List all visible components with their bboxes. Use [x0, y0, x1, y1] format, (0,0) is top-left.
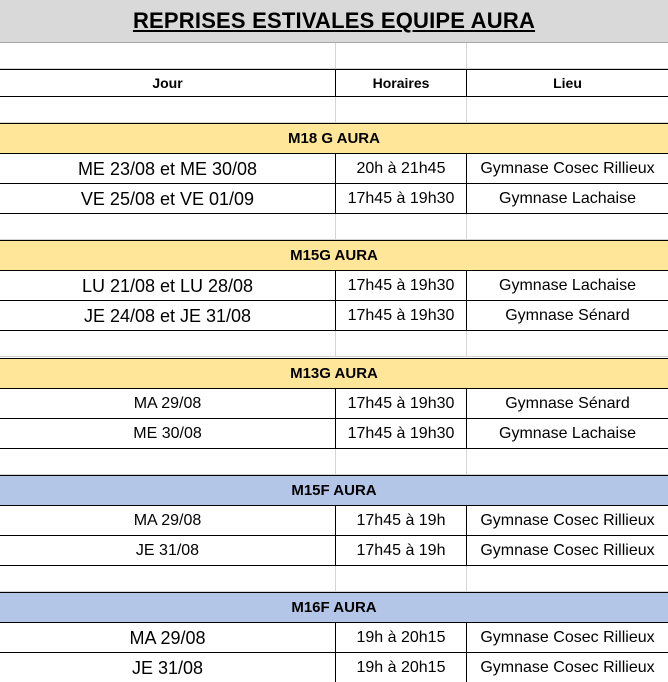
cell-jour: MA 29/08: [0, 623, 336, 652]
spacer-row: [0, 97, 668, 123]
cell-horaires: 17h45 à 19h30: [336, 419, 467, 448]
cell-lieu: Gymnase Sénard: [505, 307, 630, 324]
spacer-row: [0, 214, 668, 240]
cell-jour: JE 31/08: [0, 536, 336, 565]
cell-jour: ME 30/08: [0, 419, 336, 448]
cell-horaires: 19h à 20h15: [336, 653, 467, 682]
cell-horaires: 17h45 à 19h30: [336, 389, 467, 418]
cell-jour: MA 29/08: [0, 506, 336, 535]
section-header-m15g: [0, 240, 668, 271]
cell-horaires: 17h45 à 19h: [336, 536, 467, 565]
section-header-m18g: [0, 123, 668, 154]
table-row: [0, 271, 668, 301]
table-row: [0, 301, 668, 331]
cell-jour: LU 21/08 et LU 28/08: [0, 271, 336, 300]
cell-jour: ME 23/08 et ME 30/08: [0, 154, 336, 183]
cell-lieu: Gymnase Cosec Rillieux: [480, 512, 655, 529]
table-row: [0, 536, 668, 566]
cell-horaires: 17h45 à 19h: [336, 506, 467, 535]
cell-lieu: Gymnase Lachaise: [499, 190, 636, 207]
spacer-row: [0, 331, 668, 357]
section-title: M15F AURA: [291, 482, 377, 499]
header-lieu: Lieu: [553, 75, 582, 91]
table-row: [0, 154, 668, 184]
table-row: [0, 184, 668, 214]
cell-jour: VE 25/08 et VE 01/09: [0, 184, 336, 213]
header-horaires: Horaires: [336, 70, 467, 96]
cell-horaires: 20h à 21h45: [336, 154, 467, 183]
page-title: REPRISES ESTIVALES EQUIPE AURA: [132, 8, 536, 33]
section-title: M18 G AURA: [288, 130, 380, 147]
table-row: [0, 653, 668, 682]
cell-lieu: Gymnase Lachaise: [499, 277, 636, 294]
cell-lieu: Gymnase Lachaise: [499, 425, 636, 442]
header-row: [0, 69, 668, 97]
cell-lieu: Gymnase Cosec Rillieux: [480, 629, 655, 646]
spacer-row: [0, 449, 668, 475]
cell-horaires: 17h45 à 19h30: [336, 271, 467, 300]
section-title: M13G AURA: [290, 365, 378, 382]
cell-lieu: Gymnase Cosec Rillieux: [480, 659, 655, 676]
section-header-m16f: [0, 592, 668, 623]
section-header-m13g: [0, 358, 668, 389]
cell-lieu: Gymnase Cosec Rillieux: [480, 542, 655, 559]
section-header-m15f: [0, 475, 668, 506]
cell-jour: MA 29/08: [0, 389, 336, 418]
spacer-row: [0, 566, 668, 592]
table-row: [0, 623, 668, 653]
cell-horaires: 19h à 20h15: [336, 623, 467, 652]
spacer-row: [0, 43, 668, 69]
section-title: M16F AURA: [291, 599, 377, 616]
cell-lieu: Gymnase Sénard: [505, 395, 630, 412]
title-row: [0, 0, 668, 43]
table-row: [0, 389, 668, 419]
cell-horaires: 17h45 à 19h30: [336, 184, 467, 213]
table-row: [0, 419, 668, 449]
table-row: [0, 506, 668, 536]
cell-jour: JE 31/08: [0, 653, 336, 682]
header-jour: Jour: [0, 70, 336, 96]
section-title: M15G AURA: [290, 247, 378, 264]
cell-horaires: 17h45 à 19h30: [336, 301, 467, 330]
cell-lieu: Gymnase Cosec Rillieux: [480, 160, 655, 177]
cell-jour: JE 24/08 et JE 31/08: [0, 301, 336, 330]
